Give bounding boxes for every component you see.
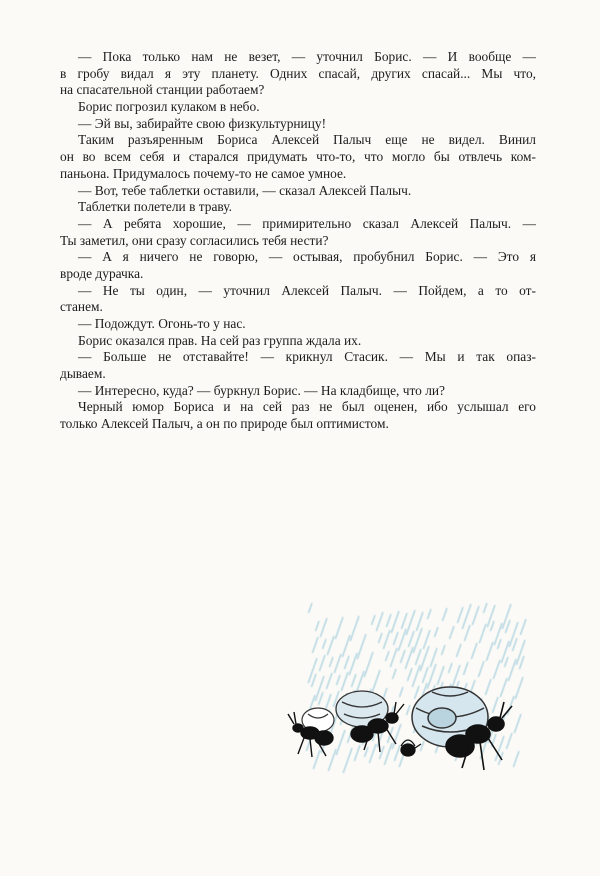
- rain-stroke: [400, 650, 405, 663]
- rain-stroke: [379, 633, 383, 643]
- rain-stroke: [506, 733, 512, 749]
- rain-stroke: [351, 674, 356, 687]
- text-line: — Вот, тебе таблетки оставили, — сказал Алексей Палыч.: [78, 182, 412, 198]
- rain-stroke: [364, 652, 373, 677]
- rain-stroke: [349, 653, 357, 675]
- rain-stroke: [330, 657, 334, 667]
- rain-stroke: [394, 745, 400, 761]
- rain-stroke: [319, 655, 325, 671]
- rain-stroke: [493, 660, 500, 679]
- text-line: — Больше не отставайте! — крикнул Стасик. — Мы и так опаз-: [78, 349, 536, 365]
- text-line: Таблетки полетели в траву.: [78, 199, 232, 215]
- rain-stroke: [505, 657, 509, 667]
- rain-stroke: [342, 635, 350, 657]
- rain-stroke: [515, 677, 523, 699]
- rain-stroke: [494, 623, 502, 645]
- text-line: Борис оказался прав. На сей раз группа ждала их.: [78, 332, 362, 348]
- rain-stroke: [400, 687, 404, 697]
- text-line: Таким разъяренным Бориса Алексей Палыч еще не видел. Винил: [78, 132, 536, 148]
- rain-stroke: [516, 640, 525, 665]
- text-line: вроде дурачка.: [60, 265, 144, 281]
- rain-stroke: [464, 625, 470, 641]
- rain-stroke: [512, 638, 517, 651]
- rain-stroke: [449, 626, 454, 639]
- rain-stroke: [326, 673, 332, 689]
- rain-stroke: [452, 665, 460, 687]
- text-line: только Алексей Палыч, а он по природе был оптимистом.: [60, 416, 389, 432]
- rain-stroke: [472, 606, 479, 625]
- rain-stroke: [513, 751, 519, 767]
- rain-stroke: [372, 615, 376, 625]
- rain-stroke: [308, 658, 317, 683]
- rain-stroke: [334, 654, 341, 673]
- rain-stroke: [393, 669, 397, 679]
- rain-stroke: [357, 634, 366, 659]
- rain-stroke: [320, 618, 327, 637]
- rain-stroke: [344, 656, 349, 669]
- text-line: дываем.: [60, 366, 106, 382]
- rain-stroke: [384, 743, 392, 765]
- rain-stroke: [343, 748, 352, 773]
- rain-stroke: [491, 621, 495, 631]
- rain-stroke: [309, 603, 313, 613]
- text-line: в гробу видал я эту планету. Одних спасай, других спасай... Мы что,: [60, 65, 536, 81]
- text-line: Ты заметил, они сразу согласились тебя нести?: [60, 232, 329, 248]
- rain-stroke: [509, 622, 518, 647]
- rain-stroke: [479, 624, 486, 643]
- rain-stroke: [519, 656, 524, 669]
- rain-stroke: [487, 605, 495, 627]
- rain-stroke: [393, 632, 398, 645]
- rain-stroke: [356, 671, 364, 693]
- rain-stroke: [323, 639, 327, 649]
- rain-stroke: [386, 614, 391, 627]
- rain-stroke: [405, 647, 413, 669]
- rain-stroke: [315, 676, 324, 701]
- rain-stroke: [485, 679, 491, 695]
- rain-stroke: [407, 705, 411, 715]
- rain-stroke: [313, 750, 320, 769]
- rain-stroke: [502, 604, 511, 629]
- rain-stroke: [435, 627, 439, 637]
- rain-stroke: [449, 663, 453, 673]
- text-line: — Пока только нам не везет, — уточнил Борис. — И вообще —: [78, 49, 536, 64]
- rain-stroke: [335, 617, 343, 639]
- text-line: паньона. Придумалось почему-то не самое умное.: [60, 165, 347, 181]
- rain-stroke: [386, 651, 390, 661]
- rain-stroke: [311, 674, 316, 687]
- rain-stroke: [383, 630, 390, 649]
- text-line: Черный юмор Бориса и на сей раз не был оценен, ибо услышал его: [78, 399, 536, 415]
- rain-stroke: [401, 613, 407, 629]
- rain-stroke: [318, 692, 323, 705]
- rain-stroke: [456, 644, 461, 657]
- ants-illustration: [282, 598, 532, 783]
- rain-stroke: [390, 648, 397, 667]
- rain-stroke: [508, 659, 516, 681]
- rain-stroke: [371, 670, 380, 695]
- rain-stroke: [457, 607, 463, 623]
- rain-stroke: [327, 636, 334, 655]
- rain-stroke: [422, 667, 428, 683]
- rain-stroke: [415, 649, 421, 665]
- text-line: он во всем себя и старался придумать что-то, что могло бы отвлечь ком-: [60, 149, 536, 165]
- rain-stroke: [412, 665, 420, 687]
- text-line: станем.: [60, 299, 103, 315]
- rain-stroke: [520, 619, 526, 635]
- rain-stroke: [505, 620, 510, 633]
- rain-stroke: [369, 744, 376, 763]
- rain-stroke: [492, 697, 498, 713]
- rain-stroke: [391, 611, 399, 633]
- text-line: — Не ты один, — уточнил Алексей Палыч. — Пойдем, а то от-: [78, 282, 536, 298]
- rain-stroke: [498, 639, 502, 649]
- rain-stroke: [376, 612, 383, 631]
- rain-stroke: [471, 643, 477, 659]
- rain-stroke: [501, 641, 509, 663]
- rain-stroke: [350, 616, 359, 641]
- rain-stroke: [486, 642, 493, 661]
- rain-stroke: [337, 675, 341, 685]
- kettle-icon: [401, 740, 421, 756]
- rain-stroke: [414, 686, 419, 699]
- rain-stroke: [500, 678, 507, 697]
- text-line: — А ребята хорошие, — примирительно сказал Алексей Палыч. —: [78, 215, 536, 231]
- rain-stroke: [328, 749, 336, 771]
- rain-stroke: [398, 629, 406, 651]
- rain-stroke: [478, 661, 484, 677]
- text-line: — Подождут. Огонь-то у нас.: [78, 316, 246, 331]
- text-line: — А я ничего не говорю, — остывая, пробубнил Борис. — Это я: [78, 249, 536, 265]
- text-line: на спасательной станции работаем?: [60, 82, 265, 98]
- rain-stroke: [312, 637, 318, 653]
- rain-stroke: [316, 621, 320, 631]
- rain-stroke: [507, 696, 514, 715]
- rain-stroke: [407, 668, 412, 681]
- rain-stroke: [341, 672, 348, 691]
- rain-stroke: [336, 730, 345, 755]
- rain-stroke: [470, 680, 475, 693]
- rain-stroke: [442, 608, 447, 621]
- rain-stroke: [421, 741, 425, 751]
- page-text: [60, 49, 536, 433]
- rain-stroke: [484, 603, 488, 613]
- rain-stroke: [408, 631, 414, 647]
- text-line: Борис погрозил кулаком в небо.: [78, 99, 260, 115]
- rain-stroke: [514, 714, 521, 733]
- rain-stroke: [354, 745, 360, 761]
- text-line: — Интересно, куда? — буркнул Борис. — На кладбище, что ли?: [78, 382, 445, 398]
- rain-stroke: [442, 645, 446, 655]
- rain-stroke: [428, 609, 432, 619]
- text-line: — Эй вы, забирайте свою физкультурницу!: [78, 115, 327, 131]
- rain-stroke: [463, 662, 468, 675]
